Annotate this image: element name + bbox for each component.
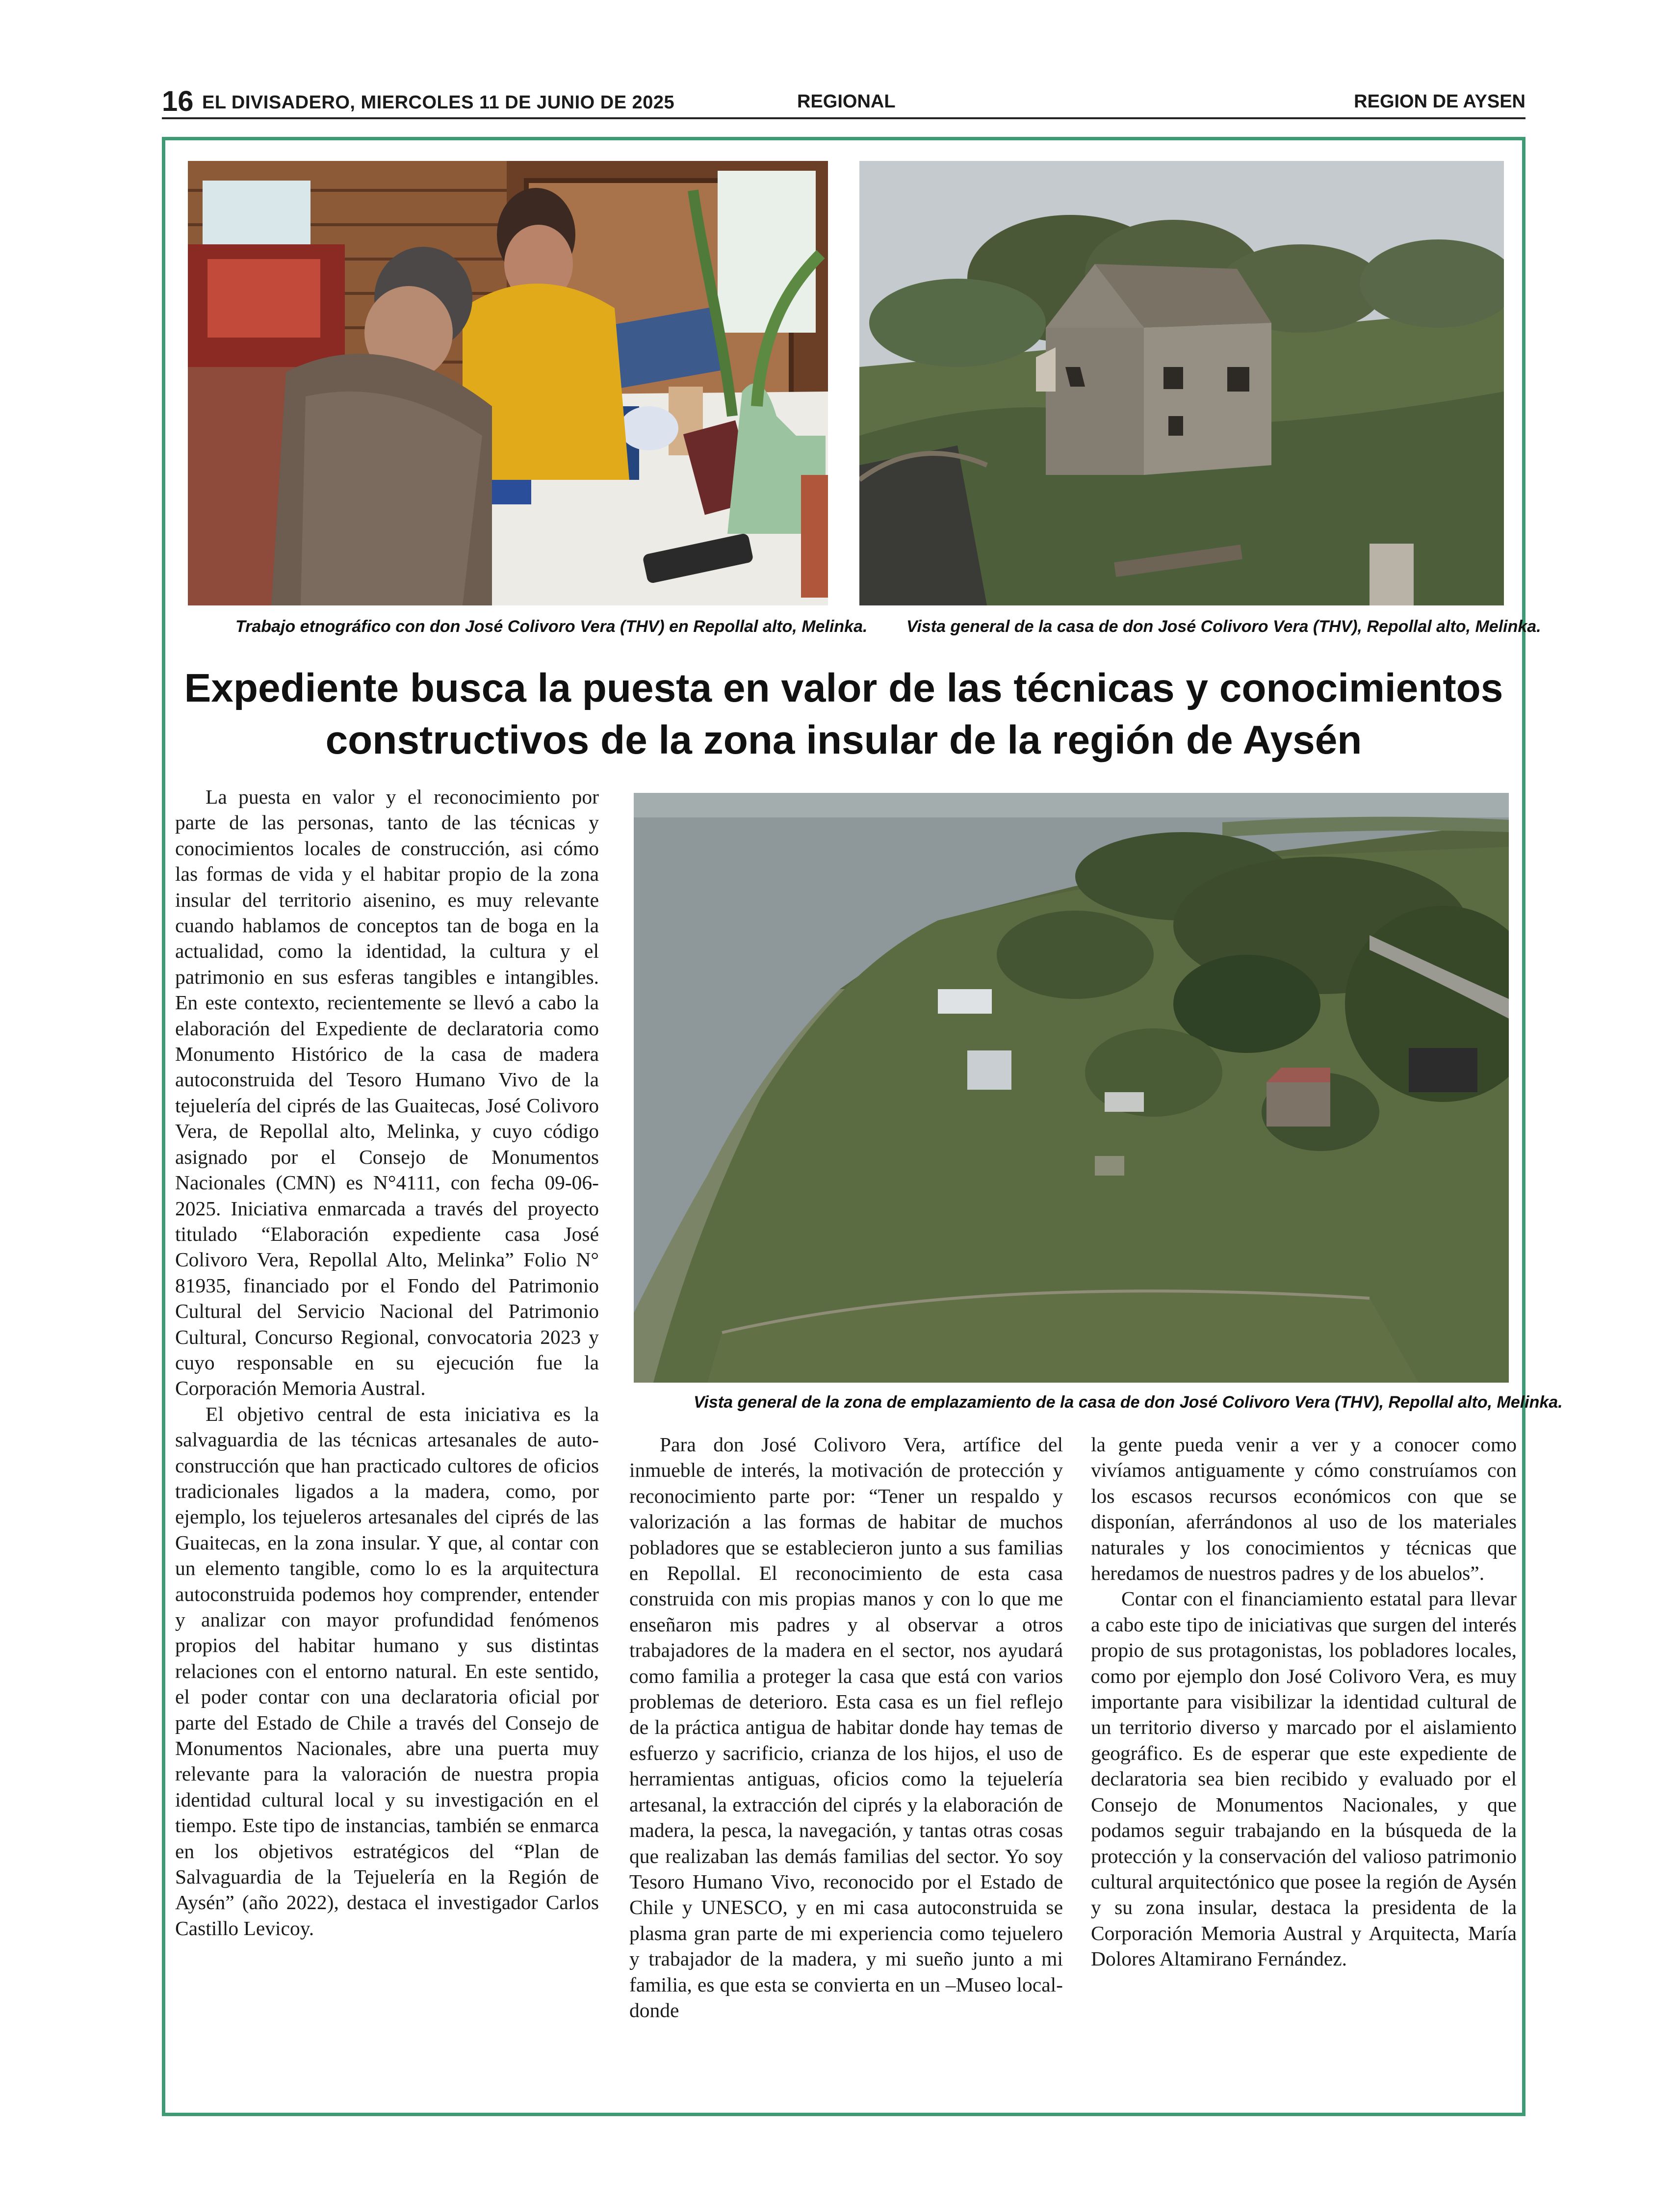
photo-caption-1: Trabajo etnográfico con don José Colivoro Vera (THV) en Repollal alto, Melinka. bbox=[235, 617, 868, 636]
section-label: REGIONAL bbox=[797, 91, 896, 112]
paragraph-col1-2: El objetivo central de esta iniciativa es la salvaguardia de las técnicas artesanales de auto-construcción que han practicado cultores de oficios tradicionales ligados a la madera, como, por ejemplo, los tejueleros artesanales del ciprés de las Guaitecas, en la zona insular. Y que, al contar con un elemento tangible, como lo es la arquitectura autoconstruida podemos hoy comprender, entender y analizar con mayor profundidad fenómenos propios del habitar humano y sus distintas relaciones con el entorno natural. En este sentido, el poder contar con una declaratoria oficial por parte del Estado de Chile a través del Consejo de Monumentos Nacionales, abre una puerta muy relevante para la valoración de nuestra propia identidad cultural local y su investigación en el tiempo. Este tipo de instancias, también se enmarca en los objetivos estratégicos del “Plan de Salvaguardia de la Tejuelería en la Región de Aysén” (año 2022), destaca el investigador Carlos Castillo Levicoy. bbox=[175, 1402, 599, 1940]
paragraph-col3-2: Contar con el financiamiento estatal para llevar a cabo este tipo de iniciativas que surgen del interés propio de sus protagonistas, los pobladores locales, como por ejemplo don José Colivoro Vera, es muy importante para visibilizar la identidad cultural de un territorio diverso y marcado por el aislamiento geográfico. Es de esperar que este expediente de declaratoria sea bien recibido y evaluado por el Consejo de Monumentos Nacionales, y que podamos seguir trabajando en la búsqueda de la protección y la conservación del valioso patrimonio cultural arquitectónico que posee la región de Aysén y su zona insular, destaca la presidenta de la Corporación Memoria Austral y Arquitecta, María Dolores Altamirano Fernández. bbox=[1091, 1587, 1517, 1970]
photo-caption-3: Vista general de la zona de emplazamiento de la casa de don José Colivoro Vera (THV), Repollal alto, Melinka. bbox=[694, 1393, 1563, 1412]
headline-line-2: constructivos de la zona insular de la región de Aysén bbox=[325, 718, 1362, 762]
paragraph-col2-1: Para don José Colivoro Vera, artífice del inmueble de interés, la motivación de protección y reconocimiento parte por: “Tener un respaldo y valorización a las formas de habitar de muchos pobladores que se establecieron junto a sus familias en Repollal. El reconocimiento de esta casa construida con mis propias manos y con lo que me enseñaron mis padres y al observar a otros trabajadores de la madera en el sector, nos ayudará como familia a proteger la casa que está con varios problemas de deterioro. Esta casa es un fiel reflejo de la práctica antigua de habitar donde hay temas de esfuerzo y sacrificio, crianza de los hijos, el uso de herramientas antiguas, oficios como la tejuelería artesanal, la extracción del ciprés y la elaboración de madera, la pesca, la navegación, y tantas otras cosas que realizaban las demás familias del sector. Yo soy Tesoro Humano Vivo, reconocido por el Estado de Chile y UNESCO, y en mi casa autoconstruida se plasma gran parte de mi experiencia como tejuelero y trabajador de la madera, y mi sueño junto a mi familia, es que esta se convierta en un –Museo local- donde bbox=[629, 1433, 1063, 2021]
newspaper-date: EL DIVISADERO, MIERCOLES 11 DE JUNIO DE 2025 bbox=[202, 92, 675, 113]
photo-house-view bbox=[859, 161, 1504, 605]
article-column-3 bbox=[1091, 1432, 1517, 1972]
page-header bbox=[162, 86, 1525, 119]
photo-caption-2: Vista general de la casa de don José Colivoro Vera (THV), Repollal alto, Melinka. bbox=[906, 617, 1541, 636]
headline bbox=[177, 662, 1511, 766]
photo-ethnographic-work bbox=[188, 161, 828, 605]
region-label: REGION DE AYSEN bbox=[1354, 91, 1525, 112]
photo-aerial-view bbox=[634, 793, 1509, 1383]
article-column-1 bbox=[175, 784, 599, 1941]
headline-line-1: Expediente busca la puesta en valor de las técnicas y conocimientos bbox=[184, 666, 1503, 710]
paragraph-col1-1: La puesta en valor y el reconocimiento por parte de las personas, tanto de las técnicas y conocimientos locales de construcción, asi cómo las formas de vida y el habitar propio de la zona insular del territorio aisenino, es muy relevante cuando hablamos de conceptos tan de boga en la actualidad, como la identidad, la cultura y el patrimonio en sus esferas tangibles e intangibles. En este contexto, recientemente se llevó a cabo la elaboración del Expediente de declaratoria como Monumento Histórico de la casa de madera autoconstruida del Tesoro Humano Vivo de la tejuelería del ciprés de las Guaitecas, José Colivoro Vera, de Repollal alto, Melinka, y cuyo código asignado por el Consejo de Monumentos Nacionales (CMN) es N°4111, con fecha 09-06-2025. Iniciativa enmarcada a través del proyecto titulado “Elaboración expediente casa José Colivoro Vera, Repollal Alto, Melinka” Folio N° 81935, financiado por el Fondo del Patrimonio Cultural del Servicio Nacional del Patrimonio Cultural, Concurso Regional, convocatoria 2023 y cuyo responsable en su ejecución fue la Corporación Memoria Austral. bbox=[175, 786, 599, 1400]
article-column-2 bbox=[629, 1432, 1063, 2023]
page-number: 16 bbox=[162, 85, 194, 117]
paragraph-col3-1: la gente pueda venir a ver y a conocer como vivíamos antiguamente y cómo construíamos con los escasos recursos económicos con que se disponían, aferrándonos al uso de los materiales naturales y los conocimientos y técnicas que heredamos de nuestros padres y de los abuelos”. bbox=[1091, 1433, 1517, 1585]
